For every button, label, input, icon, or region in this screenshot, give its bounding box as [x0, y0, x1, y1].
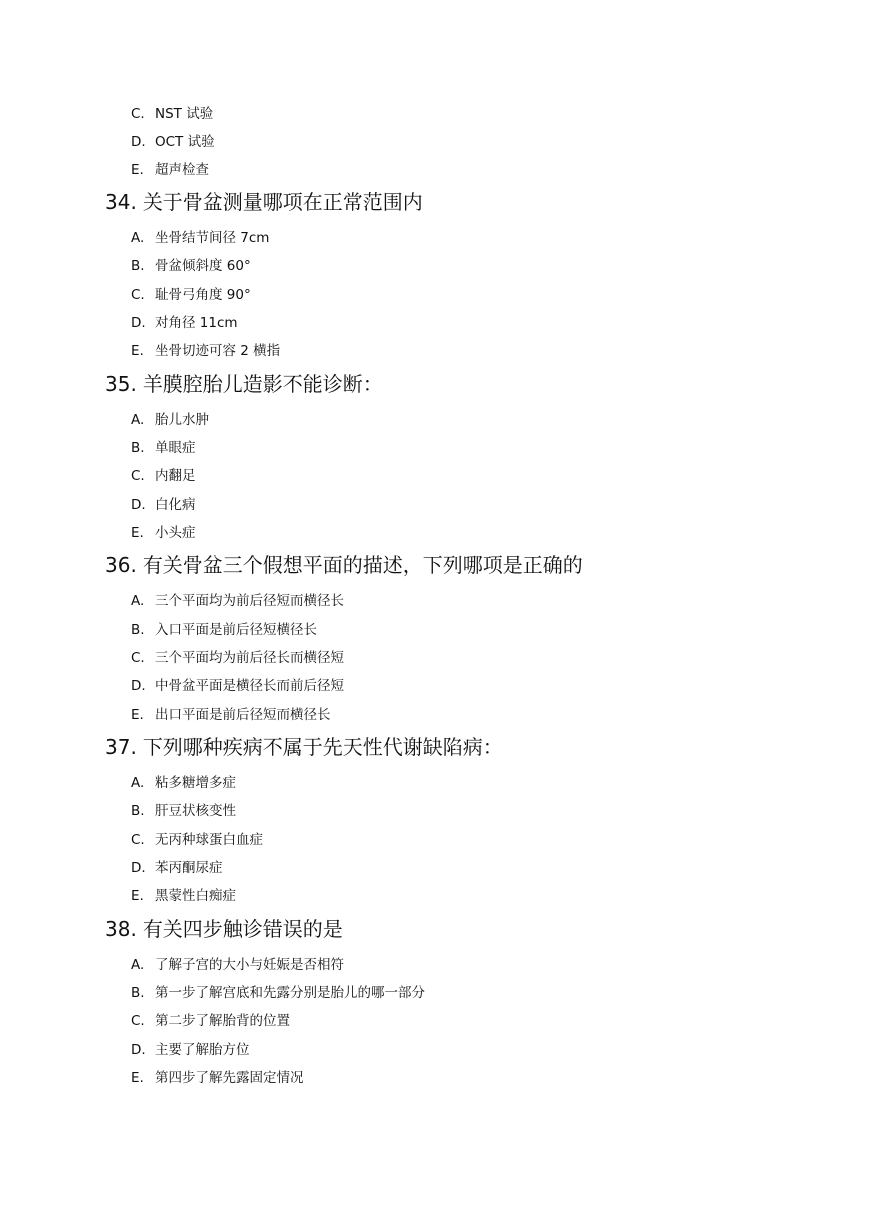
option-34-e — [131, 341, 280, 361]
option-text: NST 试验 — [155, 106, 214, 122]
option-34-a — [131, 228, 269, 248]
option-37-b — [131, 801, 236, 821]
option-text: 中骨盆平面是横径长而前后径短 — [155, 678, 344, 694]
question-text: 有关四步触诊错误的是 — [142, 917, 343, 941]
option-38-c — [131, 1011, 290, 1031]
option-35-a — [131, 410, 209, 430]
option-text: 苯丙酮尿症 — [155, 860, 223, 876]
option-letter: D. — [131, 134, 146, 150]
option-letter: A. — [131, 230, 145, 246]
question-number: 34. — [105, 190, 137, 214]
option-letter: E. — [131, 1070, 144, 1086]
option-34-c — [131, 285, 251, 305]
question-36 — [105, 551, 583, 579]
question-text: 下列哪种疾病不属于先天性代谢缺陷病： — [142, 735, 503, 759]
option-letter: E. — [131, 343, 144, 359]
option-36-b — [131, 620, 317, 640]
option-text: 骨盆倾斜度 60° — [155, 258, 251, 274]
question-number: 38. — [105, 917, 137, 941]
option-36-c — [131, 648, 344, 668]
option-letter: C. — [131, 650, 145, 666]
question-text: 关于骨盆测量哪项在正常范围内 — [142, 190, 423, 214]
option-text: 小头症 — [155, 525, 196, 541]
option-text: 耻骨弓角度 90° — [155, 287, 251, 303]
option-letter: B. — [131, 803, 145, 819]
option-38-e — [131, 1068, 304, 1088]
option-letter: B. — [131, 985, 145, 1001]
option-text: 第四步了解先露固定情况 — [155, 1070, 304, 1086]
option-letter: A. — [131, 412, 145, 428]
option-letter: D. — [131, 1042, 146, 1058]
option-letter: E. — [131, 888, 144, 904]
option-37-a — [131, 773, 236, 793]
question-number: 37. — [105, 735, 137, 759]
option-text: 第一步了解宫底和先露分别是胎儿的哪一部分 — [155, 985, 425, 1001]
question-number: 36. — [105, 553, 137, 577]
option-text: 出口平面是前后径短而横径长 — [155, 707, 331, 723]
option-text: 坐骨切迹可容 2 横指 — [155, 343, 281, 359]
option-letter: B. — [131, 440, 145, 456]
option-text: 超声检查 — [155, 162, 209, 178]
option-34-b — [131, 256, 251, 276]
question-text: 有关骨盆三个假想平面的描述，下列哪项是正确的 — [142, 553, 583, 577]
option-37-e — [131, 886, 236, 906]
option-text: 单眼症 — [155, 440, 196, 456]
option-letter: C. — [131, 1013, 145, 1029]
option-letter: C. — [131, 832, 145, 848]
option-letter: A. — [131, 593, 145, 609]
option-text: 了解子宫的大小与妊娠是否相符 — [155, 957, 344, 973]
question-35 — [105, 370, 383, 398]
question-number: 35. — [105, 372, 137, 396]
option-text: 肝豆状核变性 — [155, 803, 236, 819]
option-text: 对角径 11cm — [155, 315, 238, 331]
option-letter: C. — [131, 106, 145, 122]
option-text: 主要了解胎方位 — [155, 1042, 250, 1058]
option-letter: D. — [131, 860, 146, 876]
option-letter: E. — [131, 525, 144, 541]
option-text: 胎儿水肿 — [155, 412, 209, 428]
option-38-b — [131, 983, 425, 1003]
option-letter: D. — [131, 678, 146, 694]
option-33-d — [131, 132, 215, 152]
option-letter: D. — [131, 315, 146, 331]
question-38 — [105, 915, 343, 943]
question-text: 羊膜腔胎儿造影不能诊断： — [142, 372, 383, 396]
option-letter: A. — [131, 775, 145, 791]
option-text: 黑蒙性白痴症 — [155, 888, 236, 904]
option-text: 三个平面均为前后径长而横径短 — [155, 650, 344, 666]
option-text: 内翻足 — [155, 468, 196, 484]
option-letter: D. — [131, 497, 146, 513]
option-text: OCT 试验 — [155, 134, 215, 150]
option-text: 三个平面均为前后径短而横径长 — [155, 593, 344, 609]
option-35-e — [131, 523, 196, 543]
option-letter: E. — [131, 707, 144, 723]
option-38-a — [131, 955, 344, 975]
option-36-d — [131, 676, 344, 696]
option-text: 坐骨结节间径 7cm — [155, 230, 270, 246]
option-text: 白化病 — [155, 497, 196, 513]
option-text: 入口平面是前后径短横径长 — [155, 622, 317, 638]
option-text: 第二步了解胎背的位置 — [155, 1013, 290, 1029]
option-text: 无丙种球蛋白血症 — [155, 832, 263, 848]
option-33-e — [131, 160, 209, 180]
option-letter: B. — [131, 258, 145, 274]
option-37-d — [131, 858, 223, 878]
option-letter: E. — [131, 162, 144, 178]
option-33-c — [131, 104, 213, 124]
option-text: 粘多糖增多症 — [155, 775, 236, 791]
option-letter: B. — [131, 622, 145, 638]
option-38-d — [131, 1040, 250, 1060]
question-34 — [105, 188, 423, 216]
question-37 — [105, 733, 503, 761]
option-35-b — [131, 438, 196, 458]
option-36-e — [131, 705, 331, 725]
option-letter: C. — [131, 468, 145, 484]
option-35-d — [131, 495, 196, 515]
option-letter: A. — [131, 957, 145, 973]
option-34-d — [131, 313, 238, 333]
option-35-c — [131, 466, 196, 486]
option-letter: C. — [131, 287, 145, 303]
option-36-a — [131, 591, 344, 611]
option-37-c — [131, 830, 263, 850]
